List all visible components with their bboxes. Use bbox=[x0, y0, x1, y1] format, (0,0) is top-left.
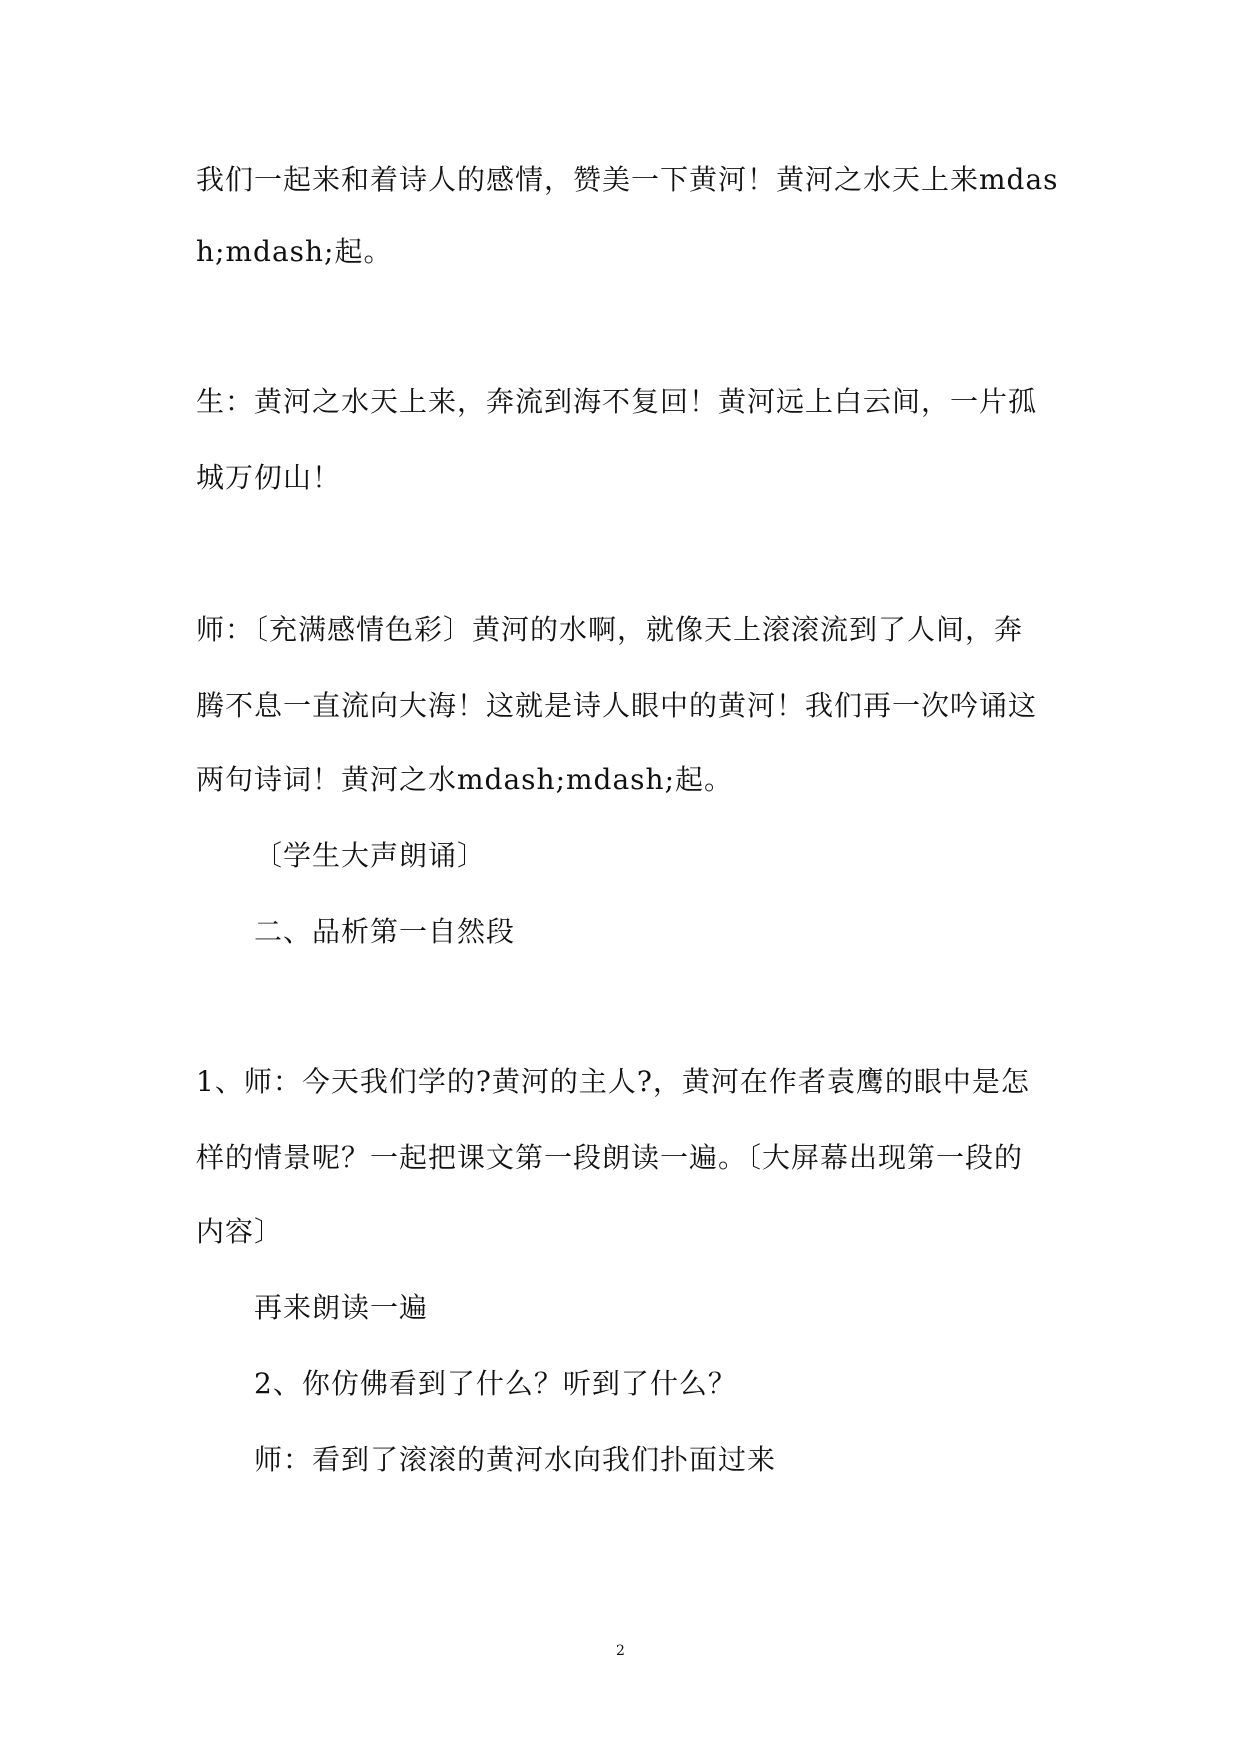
paragraph-4-line-1: 1、师：今天我们学的?黄河的主人?，黄河在作者袁鹰的眼中是怎 bbox=[196, 1065, 1030, 1098]
paragraph-5: 再来朗读一遍 bbox=[254, 1291, 429, 1324]
paragraph-1-line-2: h;mdash;起。 bbox=[196, 235, 393, 268]
page-number: 2 bbox=[616, 1643, 625, 1659]
paragraph-2-line-2: 城万仞山！ bbox=[196, 461, 342, 494]
paragraph-4-line-3: 内容〕 bbox=[196, 1215, 284, 1248]
paragraph-3-line-1: 师：〔充满感情色彩〕黄河的水啊，就像天上滚滚流到了人间，奔 bbox=[196, 613, 1024, 646]
paragraph-3-line-3: 两句诗词！黄河之水mdash;mdash;起。 bbox=[196, 763, 734, 796]
paragraph-3-line-2: 腾不息一直流向大海！这就是诗人眼中的黄河！我们再一次吟诵这 bbox=[196, 689, 1038, 722]
paragraph-1-line-1: 我们一起来和着诗人的感情，赞美一下黄河！黄河之水天上来mdas bbox=[196, 163, 1059, 196]
paragraph-2-line-1: 生：黄河之水天上来，奔流到海不复回！黄河远上白云间，一片孤 bbox=[196, 385, 1038, 418]
paragraph-6: 2、你仿佛看到了什么？听到了什么？ bbox=[254, 1367, 737, 1400]
section-heading: 二、品析第一自然段 bbox=[254, 915, 516, 948]
stage-direction: 〔学生大声朗诵〕 bbox=[254, 839, 487, 872]
paragraph-4-line-2: 样的情景呢？一起把课文第一段朗读一遍。〔大屏幕出现第一段的 bbox=[196, 1141, 1024, 1174]
paragraph-7: 师：看到了滚滚的黄河水向我们扑面过来 bbox=[254, 1443, 777, 1476]
